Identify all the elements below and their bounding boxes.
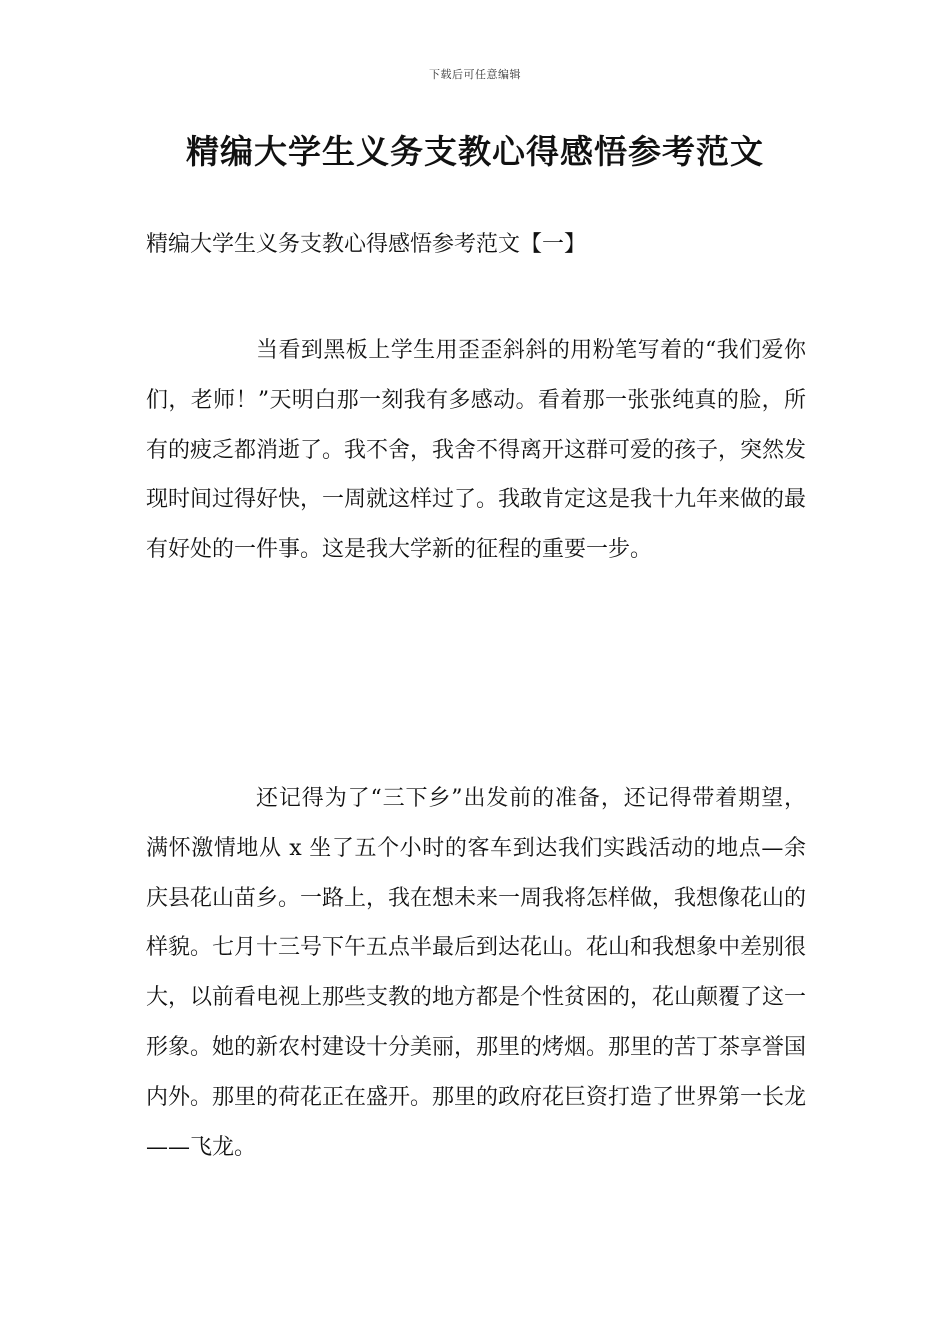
body-paragraph: 还记得为了“三下乡”出发前的准备，还记得带着期望，满怀激情地从 x 坐了五个小时的客车到达我们实践活动的地点—余庆县花山苗乡。一路上，我在想未来一周我将怎样做，我想像花山的样貌。七月十三号下午五点半最后到达花山。花山和我想象中差别很大，以前看电视上那些支教的地方都是个性贫困的，花山颠覆了这一形象。她的新农村建设十分美丽，那里的烤烟。那里的苦丁茶享誉国内外。那里的荷花正在盛开。那里的政府花巨资打造了世界第一长龙——飞龙。 [146, 786, 807, 1160]
section-heading: 精编大学生义务支教心得感悟参考范文【一】 [146, 232, 587, 257]
body-paragraph: 当看到黑板上学生用歪歪斜斜的用粉笔写着的“我们爱你们，老师！”天明白那一刻我有多感动。看着那一张张纯真的脸，所有的疲乏都消逝了。我不舍，我舍不得离开这群可爱的孩子，突然发现时间过得好快，一周就这样过了。我敢肯定这是我十九年来做的最有好处的一件事。这是我大学新的征程的重要一步。 [146, 338, 807, 563]
document-title: 精编大学生义务支教心得感悟参考范文 [186, 132, 764, 171]
header-note: 下载后可任意编辑 [429, 68, 521, 81]
